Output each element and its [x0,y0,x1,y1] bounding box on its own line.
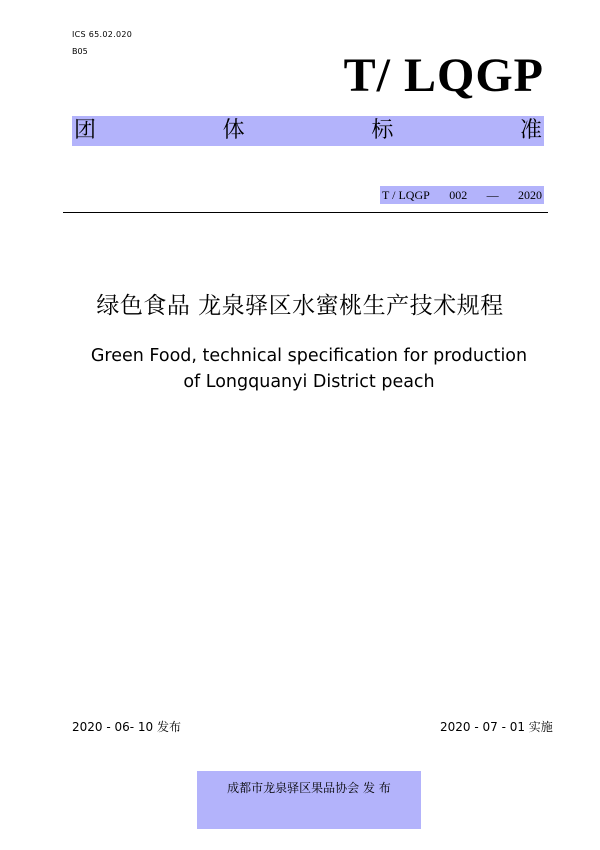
title-chinese: 绿色食品 龙泉驿区水蜜桃生产技术规程 [96,293,504,319]
implement-date: 2020 - 07 - 01 实施 [440,720,553,734]
publish-date: 2020 - 06- 10 发布 [72,720,181,734]
title-english-line-2: of Longquanyi District peach [183,372,435,392]
standard-number-year: 2020 [517,188,542,202]
header-divider [63,212,548,213]
standard-number-serial: 002 [449,188,468,202]
title-english [0,343,600,395]
banner-char-1: 团 [74,118,97,143]
ccs-code: B05 [72,47,88,56]
issuer-text: 成都市龙泉驿区果品协会 发 布 [227,781,391,795]
banner-char-2: 体 [222,118,245,143]
group-standard-banner [72,116,544,146]
standard-number-dash: — [486,188,499,202]
banner-char-3: 标 [371,118,394,143]
title-english-line-1: Green Food, technical specification for production [90,346,528,366]
issuer-box [197,771,421,829]
standard-logo: T/ LQGP [343,49,544,102]
banner-char-4: 准 [519,118,542,143]
standard-number-prefix: T / LQGP [382,188,430,202]
standard-number [380,186,544,204]
ics-code: ICS 65.02.020 [72,30,133,39]
